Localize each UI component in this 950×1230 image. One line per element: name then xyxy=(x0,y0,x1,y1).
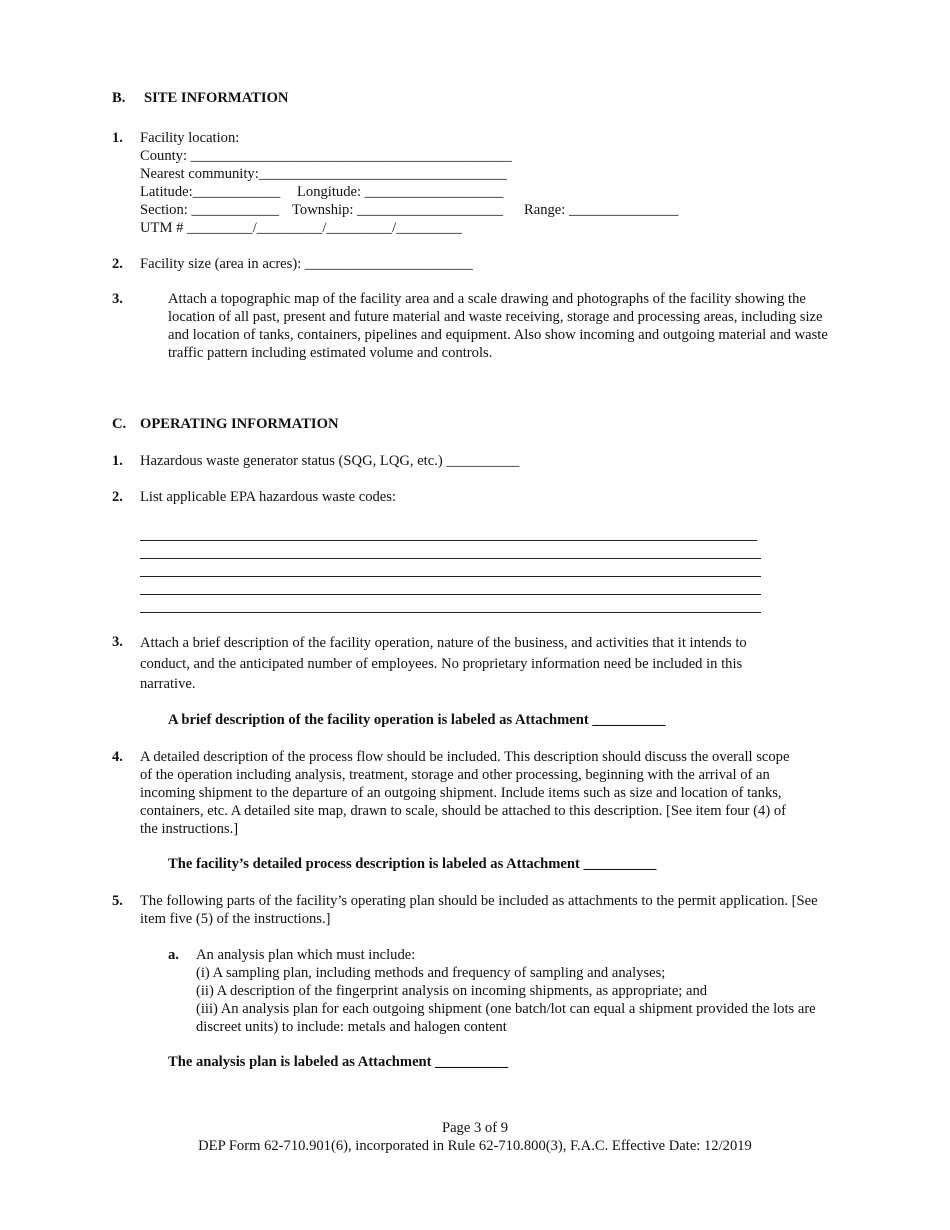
sub-item-a-letter: a. xyxy=(168,947,179,963)
c-item-3-number: 3. xyxy=(112,634,123,650)
analysis-plan-label: An analysis plan which must include: xyxy=(196,947,416,963)
facility-operation-instructions: Attach a brief description of the facility operation, nature of the business, and activities that it intends to conduct, and the anticipated number of employees. No proprietary information need be included in this narrative. xyxy=(140,635,747,692)
nearest-community-field[interactable]: Nearest community:__________________________________ xyxy=(140,166,507,182)
page-number: Page 3 of 9 xyxy=(441,1120,509,1136)
operating-plan-instructions: The following parts of the facility’s operating plan should be included as attachments to the permit application. [See item five (5) of the instructions.] xyxy=(140,893,818,927)
facility-size-field[interactable]: Facility size (area in acres): _______________________ xyxy=(140,256,473,272)
utm-field[interactable]: UTM # _________/_________/_________/_________ xyxy=(140,220,462,236)
b-item-3-number: 3. xyxy=(112,291,123,307)
epa-codes-label: List applicable EPA hazardous waste codes: xyxy=(140,489,397,505)
section-c-letter: C. xyxy=(112,416,127,432)
process-flow-instructions: A detailed description of the process flow should be included. This description should discuss the overall scope of the operation including analysis, treatment, storage and other processing, beginning with the arrival of an incoming shipment to the departure of an outgoing shipment. Include items such as size and location of tanks, containers, etc. A detailed site map, drawn to scale, should be attached to this description. [See item four (4) of the instructions.] xyxy=(140,749,790,837)
b-item-1-number: 1. xyxy=(112,130,123,146)
b-item-2-number: 2. xyxy=(112,256,123,272)
epa-code-line[interactable] xyxy=(140,540,757,541)
facility-location-label: Facility location: xyxy=(140,130,240,146)
longitude-field[interactable]: Longitude: ___________________ xyxy=(297,184,504,200)
range-field[interactable]: Range: _______________ xyxy=(524,202,679,218)
epa-code-line[interactable] xyxy=(140,612,761,613)
epa-code-line[interactable] xyxy=(140,558,761,559)
latitude-field[interactable]: Latitude:____________ xyxy=(140,184,281,200)
analysis-plan-item-ii: (ii) A description of the fingerprint analysis on incoming shipments, as appropriate; and xyxy=(196,983,708,999)
epa-code-line[interactable] xyxy=(140,576,761,577)
analysis-plan-item-iii: (iii) An analysis plan for each outgoing shipment (one batch/lot can equal a shipment provided the lots are discreet units) to include: metals and halogen content xyxy=(196,1001,816,1035)
section-b-letter: B. xyxy=(112,90,126,106)
county-field[interactable]: County: ____________________________________________ xyxy=(140,148,512,164)
c-item-4-number: 4. xyxy=(112,749,123,765)
section-b-title: SITE INFORMATION xyxy=(144,90,289,106)
brief-description-attachment[interactable]: A brief description of the facility operation is labeled as Attachment __________ xyxy=(168,712,666,728)
epa-code-line[interactable] xyxy=(140,594,761,595)
generator-status-field[interactable]: Hazardous waste generator status (SQG, LQG, etc.) __________ xyxy=(140,453,520,469)
township-field[interactable]: Township: ____________________ xyxy=(292,202,503,218)
process-description-attachment[interactable]: The facility’s detailed process description is labeled as Attachment __________ xyxy=(168,856,657,872)
analysis-plan-attachment[interactable]: The analysis plan is labeled as Attachment __________ xyxy=(168,1054,509,1070)
analysis-plan-item-i: (i) A sampling plan, including methods and frequency of sampling and analyses; xyxy=(196,965,666,981)
form-citation: DEP Form 62-710.901(6), incorporated in Rule 62-710.800(3), F.A.C. Effective Date: 12/2019 xyxy=(198,1138,752,1154)
c-item-5-number: 5. xyxy=(112,893,123,909)
c-item-2-number: 2. xyxy=(112,489,123,505)
topographic-map-instructions: Attach a topographic map of the facility area and a scale drawing and photographs of the facility showing the location of all past, present and future material and waste receiving, storage and processing areas, including size and location of tanks, containers, pipelines and equipment. Also show incoming and outgoing material and waste traffic pattern including estimated volume and controls. xyxy=(168,291,828,361)
section-c-title: OPERATING INFORMATION xyxy=(140,416,339,432)
c-item-1-number: 1. xyxy=(112,453,123,469)
section-field[interactable]: Section: ____________ xyxy=(140,202,280,218)
